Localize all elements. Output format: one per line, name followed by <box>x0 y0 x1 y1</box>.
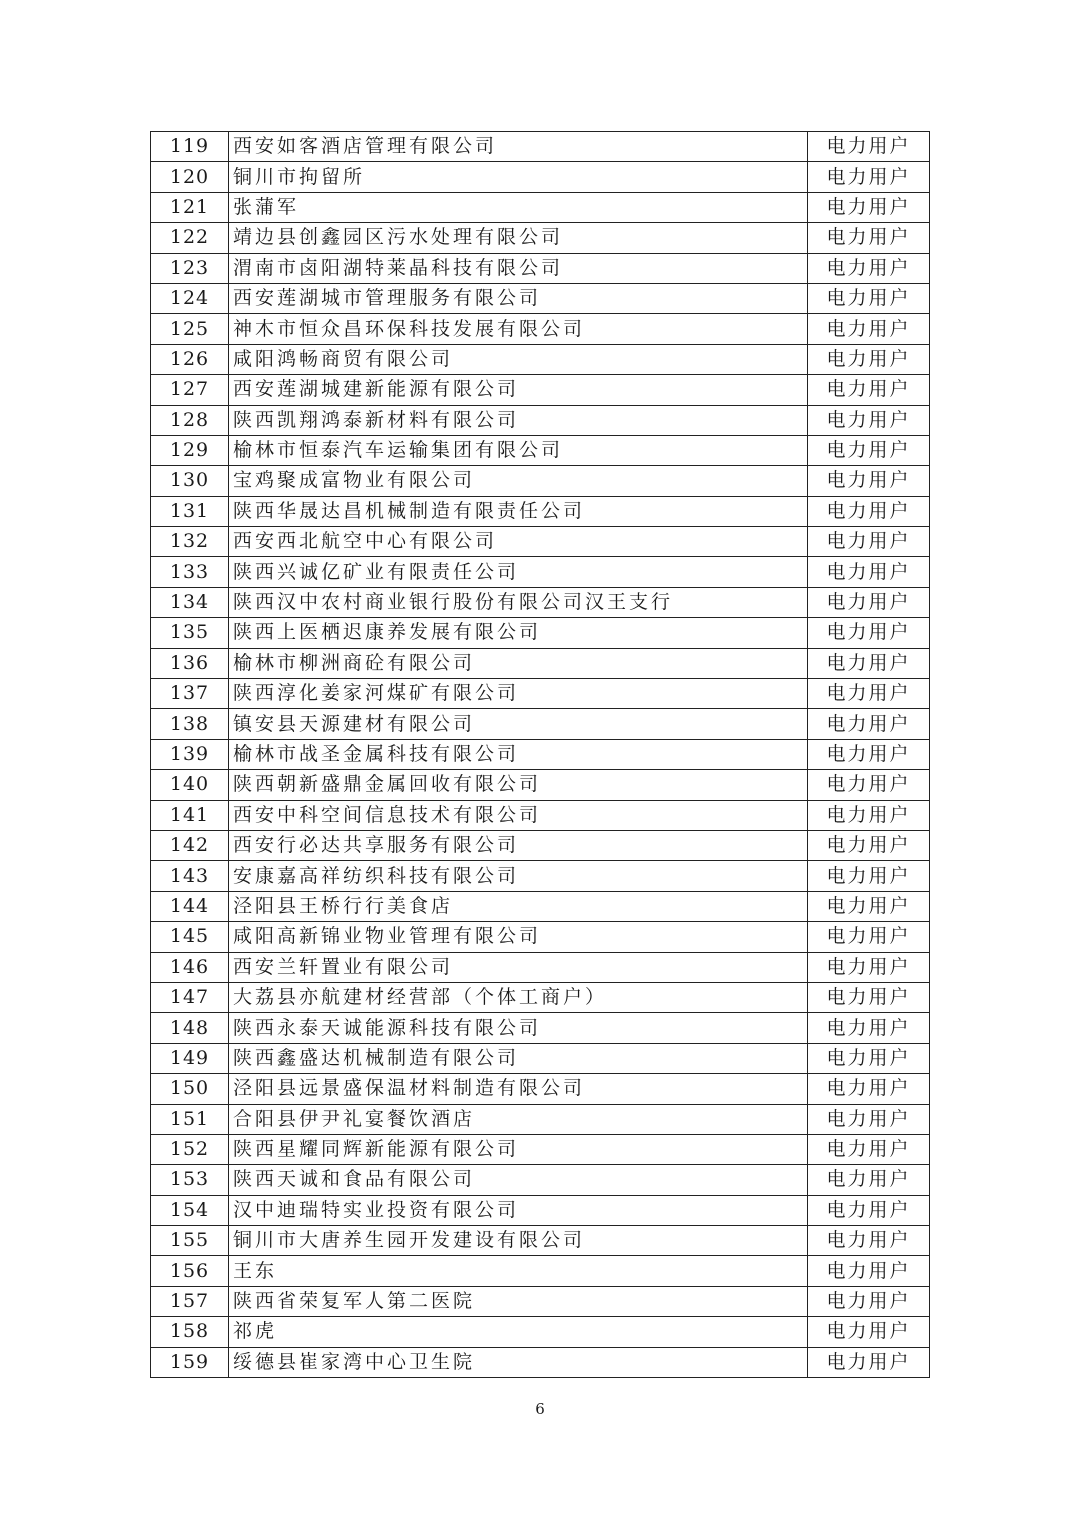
company-name: 神木市恒众昌环保科技发展有限公司 <box>229 314 808 344</box>
user-type: 电力用户 <box>808 800 930 830</box>
company-name: 陕西永泰天诚能源科技有限公司 <box>229 1013 808 1043</box>
company-name: 西安如客酒店管理有限公司 <box>229 132 808 162</box>
table-row <box>151 1074 930 1104</box>
row-number: 123 <box>151 253 229 283</box>
row-number: 147 <box>151 982 229 1012</box>
user-type: 电力用户 <box>808 1256 930 1286</box>
table-row <box>151 253 930 283</box>
row-number: 154 <box>151 1195 229 1225</box>
table-row <box>151 952 930 982</box>
company-name: 汉中迪瑞特实业投资有限公司 <box>229 1195 808 1225</box>
table-row <box>151 192 930 222</box>
row-number: 121 <box>151 192 229 222</box>
user-type: 电力用户 <box>808 314 930 344</box>
table-row <box>151 800 930 830</box>
table-row <box>151 982 930 1012</box>
table-row <box>151 861 930 891</box>
user-type: 电力用户 <box>808 1043 930 1073</box>
user-type: 电力用户 <box>808 679 930 709</box>
company-name: 王东 <box>229 1256 808 1286</box>
company-name: 榆林市战圣金属科技有限公司 <box>229 739 808 769</box>
table-row <box>151 770 930 800</box>
company-name: 大荔县亦航建材经营部（个体工商户） <box>229 982 808 1012</box>
company-name: 榆林市恒泰汽车运输集团有限公司 <box>229 435 808 465</box>
user-type: 电力用户 <box>808 952 930 982</box>
table-row <box>151 1134 930 1164</box>
user-type: 电力用户 <box>808 375 930 405</box>
company-name: 祁虎 <box>229 1317 808 1347</box>
row-number: 139 <box>151 739 229 769</box>
row-number: 138 <box>151 709 229 739</box>
company-name: 陕西汉中农村商业银行股份有限公司汉王支行 <box>229 587 808 617</box>
table-row <box>151 435 930 465</box>
company-name: 靖边县创鑫园区污水处理有限公司 <box>229 223 808 253</box>
user-type: 电力用户 <box>808 405 930 435</box>
table-row <box>151 922 930 952</box>
company-name: 西安中科空间信息技术有限公司 <box>229 800 808 830</box>
user-type: 电力用户 <box>808 162 930 192</box>
company-name: 铜川市大唐养生园开发建设有限公司 <box>229 1226 808 1256</box>
row-number: 152 <box>151 1134 229 1164</box>
table-row <box>151 648 930 678</box>
company-name: 陕西华晟达昌机械制造有限责任公司 <box>229 496 808 526</box>
company-name: 渭南市卤阳湖特莱晶科技有限公司 <box>229 253 808 283</box>
table-row <box>151 527 930 557</box>
company-name: 陕西天诚和食品有限公司 <box>229 1165 808 1195</box>
table-row <box>151 739 930 769</box>
company-name: 咸阳鸿畅商贸有限公司 <box>229 344 808 374</box>
table-row <box>151 1165 930 1195</box>
company-name: 陕西鑫盛达机械制造有限公司 <box>229 1043 808 1073</box>
user-type: 电力用户 <box>808 861 930 891</box>
user-type: 电力用户 <box>808 435 930 465</box>
table-row <box>151 375 930 405</box>
row-number: 141 <box>151 800 229 830</box>
user-type: 电力用户 <box>808 1317 930 1347</box>
company-name: 西安行必达共享服务有限公司 <box>229 830 808 860</box>
company-name: 安康嘉高祥纺织科技有限公司 <box>229 861 808 891</box>
user-type: 电力用户 <box>808 1104 930 1134</box>
row-number: 120 <box>151 162 229 192</box>
company-name: 合阳县伊尹礼宴餐饮酒店 <box>229 1104 808 1134</box>
user-type: 电力用户 <box>808 648 930 678</box>
row-number: 131 <box>151 496 229 526</box>
user-type: 电力用户 <box>808 709 930 739</box>
row-number: 144 <box>151 891 229 921</box>
row-number: 140 <box>151 770 229 800</box>
row-number: 150 <box>151 1074 229 1104</box>
row-number: 122 <box>151 223 229 253</box>
row-number: 128 <box>151 405 229 435</box>
row-number: 146 <box>151 952 229 982</box>
user-type: 电力用户 <box>808 1165 930 1195</box>
user-type: 电力用户 <box>808 618 930 648</box>
row-number: 136 <box>151 648 229 678</box>
row-number: 149 <box>151 1043 229 1073</box>
row-number: 126 <box>151 344 229 374</box>
user-type: 电力用户 <box>808 1226 930 1256</box>
row-number: 151 <box>151 1104 229 1134</box>
table-row <box>151 496 930 526</box>
company-name: 西安兰轩置业有限公司 <box>229 952 808 982</box>
company-name: 陕西凯翔鸿泰新材料有限公司 <box>229 405 808 435</box>
user-type: 电力用户 <box>808 192 930 222</box>
table-row <box>151 830 930 860</box>
user-type: 电力用户 <box>808 557 930 587</box>
user-type: 电力用户 <box>808 527 930 557</box>
row-number: 134 <box>151 587 229 617</box>
user-type: 电力用户 <box>808 891 930 921</box>
row-number: 143 <box>151 861 229 891</box>
row-number: 127 <box>151 375 229 405</box>
row-number: 137 <box>151 679 229 709</box>
row-number: 129 <box>151 435 229 465</box>
user-type: 电力用户 <box>808 830 930 860</box>
table-row <box>151 1104 930 1134</box>
company-name: 陕西省荣复军人第二医院 <box>229 1286 808 1316</box>
user-type: 电力用户 <box>808 770 930 800</box>
user-type: 电力用户 <box>808 496 930 526</box>
table-row <box>151 132 930 162</box>
row-number: 135 <box>151 618 229 648</box>
table-row <box>151 891 930 921</box>
user-type: 电力用户 <box>808 982 930 1012</box>
company-name: 陕西星耀同辉新能源有限公司 <box>229 1134 808 1164</box>
table-row <box>151 1043 930 1073</box>
page-number: 6 <box>535 1400 545 1418</box>
user-type: 电力用户 <box>808 1013 930 1043</box>
table-row <box>151 466 930 496</box>
row-number: 145 <box>151 922 229 952</box>
table-row <box>151 314 930 344</box>
user-type: 电力用户 <box>808 1286 930 1316</box>
table-row <box>151 1195 930 1225</box>
table-body <box>151 132 930 1378</box>
table-row <box>151 1226 930 1256</box>
user-list-table <box>150 131 930 1378</box>
row-number: 156 <box>151 1256 229 1286</box>
table-row <box>151 587 930 617</box>
row-number: 142 <box>151 830 229 860</box>
row-number: 132 <box>151 527 229 557</box>
user-type: 电力用户 <box>808 1195 930 1225</box>
company-name: 泾阳县王桥行行美食店 <box>229 891 808 921</box>
company-name: 西安莲湖城市管理服务有限公司 <box>229 283 808 313</box>
row-number: 130 <box>151 466 229 496</box>
user-type: 电力用户 <box>808 283 930 313</box>
row-number: 155 <box>151 1226 229 1256</box>
user-type: 电力用户 <box>808 223 930 253</box>
company-name: 泾阳县远景盛保温材料制造有限公司 <box>229 1074 808 1104</box>
user-type: 电力用户 <box>808 587 930 617</box>
row-number: 125 <box>151 314 229 344</box>
table-row <box>151 618 930 648</box>
row-number: 124 <box>151 283 229 313</box>
row-number: 153 <box>151 1165 229 1195</box>
user-type: 电力用户 <box>808 1134 930 1164</box>
table-row <box>151 223 930 253</box>
table-row <box>151 1256 930 1286</box>
user-type: 电力用户 <box>808 344 930 374</box>
table-row <box>151 283 930 313</box>
row-number: 159 <box>151 1347 229 1377</box>
table-row <box>151 405 930 435</box>
user-type: 电力用户 <box>808 1074 930 1104</box>
table-row <box>151 344 930 374</box>
user-type: 电力用户 <box>808 922 930 952</box>
row-number: 119 <box>151 132 229 162</box>
company-name: 张蒲军 <box>229 192 808 222</box>
user-type: 电力用户 <box>808 1347 930 1377</box>
row-number: 148 <box>151 1013 229 1043</box>
user-type: 电力用户 <box>808 466 930 496</box>
table-row <box>151 1317 930 1347</box>
company-name: 陕西上医栖迟康养发展有限公司 <box>229 618 808 648</box>
table-row <box>151 162 930 192</box>
table-row <box>151 1013 930 1043</box>
company-name: 铜川市拘留所 <box>229 162 808 192</box>
company-name: 绥德县崔家湾中心卫生院 <box>229 1347 808 1377</box>
table-row <box>151 709 930 739</box>
company-name: 陕西朝新盛鼎金属回收有限公司 <box>229 770 808 800</box>
row-number: 157 <box>151 1286 229 1316</box>
company-name: 陕西淳化姜家河煤矿有限公司 <box>229 679 808 709</box>
user-type: 电力用户 <box>808 253 930 283</box>
company-name: 宝鸡聚成富物业有限公司 <box>229 466 808 496</box>
user-type: 电力用户 <box>808 739 930 769</box>
company-name: 咸阳高新锦业物业管理有限公司 <box>229 922 808 952</box>
table-row <box>151 557 930 587</box>
company-name: 西安莲湖城建新能源有限公司 <box>229 375 808 405</box>
table-row <box>151 1286 930 1316</box>
row-number: 133 <box>151 557 229 587</box>
table-row <box>151 1347 930 1377</box>
row-number: 158 <box>151 1317 229 1347</box>
company-name: 镇安县天源建材有限公司 <box>229 709 808 739</box>
table-row <box>151 679 930 709</box>
user-type: 电力用户 <box>808 132 930 162</box>
company-name: 榆林市柳洲商砼有限公司 <box>229 648 808 678</box>
company-name: 陕西兴诚亿矿业有限责任公司 <box>229 557 808 587</box>
company-name: 西安西北航空中心有限公司 <box>229 527 808 557</box>
